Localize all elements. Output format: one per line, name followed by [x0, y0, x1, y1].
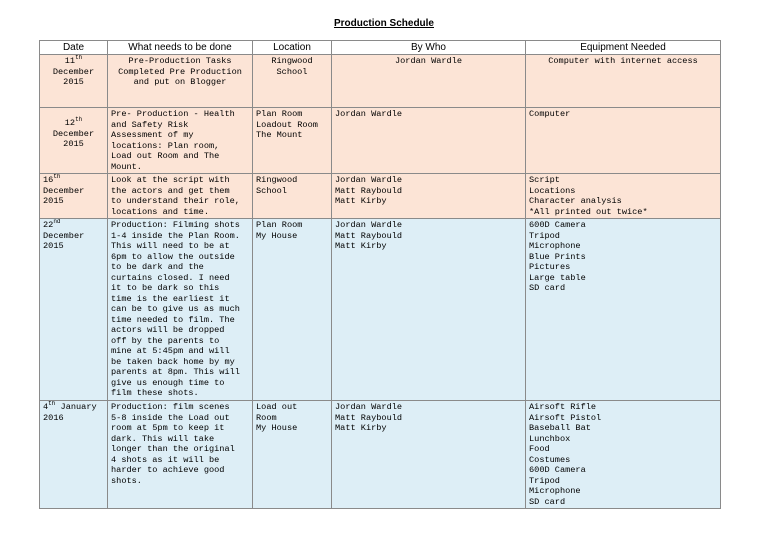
- date-rest: December 2015: [43, 230, 85, 251]
- task-cell: Production: film scenes 5-8 inside the Load out room at 5pm to keep it dark. This will take longer than the original 4 shots as it will be harder to achieve good shots.: [108, 401, 253, 509]
- table-row: [40, 219, 721, 401]
- header-location: Location: [253, 41, 332, 55]
- location-cell: Plan Room My House: [253, 219, 332, 401]
- date-cell: [40, 219, 108, 401]
- header-task: What needs to be done: [108, 41, 253, 55]
- date-cell: [40, 55, 108, 108]
- who-cell: Jordan Wardle Matt Raybould Matt Kirby: [332, 401, 526, 509]
- table-row: [40, 401, 721, 509]
- header-who: By Who: [332, 41, 526, 55]
- header-date: Date: [40, 41, 108, 55]
- date-rest: December 2015: [43, 185, 85, 206]
- table-row: [40, 174, 721, 219]
- date-suffix: nd: [53, 218, 61, 226]
- equipment-cell: 600D Camera Tripod Microphone Blue Prints Pictures Large table SD card: [526, 219, 721, 401]
- location-cell: Ringwood School: [253, 174, 332, 219]
- who-cell: Jordan Wardle: [332, 55, 526, 108]
- date-day: 12: [64, 118, 76, 128]
- page-title: Production Schedule: [333, 18, 434, 29]
- date-rest: December 2015: [52, 128, 95, 149]
- equipment-cell: Computer: [526, 108, 721, 174]
- location-cell: Ringwood School: [253, 55, 332, 108]
- equipment-cell: Script Locations Character analysis *All printed out twice*: [526, 174, 721, 219]
- date-day: 11: [64, 56, 76, 66]
- who-cell: Jordan Wardle Matt Raybould Matt Kirby: [332, 174, 526, 219]
- table-row: [40, 108, 721, 174]
- location-cell: Plan Room Loadout Room The Mount: [253, 108, 332, 174]
- date-day: 22: [43, 220, 54, 230]
- equipment-cell: Computer with internet access: [526, 55, 721, 108]
- date-cell: [40, 108, 108, 174]
- date-day: 16: [43, 175, 54, 185]
- date-day: 4: [43, 402, 49, 412]
- header-row: [40, 41, 721, 55]
- date-rest: January 2016: [43, 402, 97, 423]
- who-cell: Jordan Wardle Matt Raybould Matt Kirby: [332, 219, 526, 401]
- date-cell: [40, 401, 108, 509]
- task-cell: Pre- Production - Health and Safety Risk Assessment of my locations: Plan room, Load out Room and The Mount.: [108, 108, 253, 174]
- header-equipment: Equipment Needed: [526, 41, 721, 55]
- who-cell: Jordan Wardle: [332, 108, 526, 174]
- date-suffix: th: [48, 400, 56, 408]
- task-cell: Production: Filming shots 1-4 inside the Plan Room. This will need to be at 6pm to allow the outside to be dark and the curtains closed. I need it to be dark so this time is the earliest it can be to give us as much time needed to film. The actors will be dropped off by the parents to mine at 5:45pm and will be taken back home by my parents at 8pm. This will give us enough time to film these shots.: [108, 219, 253, 401]
- date-cell: [40, 174, 108, 219]
- date-rest: December 2015: [52, 66, 95, 87]
- production-schedule-table: [39, 40, 721, 509]
- date-suffix: th: [53, 173, 61, 181]
- date-suffix: th: [75, 116, 83, 124]
- equipment-cell: Airsoft Rifle Airsoft Pistol Baseball Bat Lunchbox Food Costumes 600D Camera Tripod Microphone SD card: [526, 401, 721, 509]
- location-cell: Load out Room My House: [253, 401, 332, 509]
- task-cell: Pre-Production Tasks Completed Pre Production and put on Blogger: [108, 55, 253, 108]
- task-cell: Look at the script with the actors and get them to understand their role, locations and time.: [108, 174, 253, 219]
- date-suffix: th: [75, 54, 83, 62]
- table-row: [40, 55, 721, 108]
